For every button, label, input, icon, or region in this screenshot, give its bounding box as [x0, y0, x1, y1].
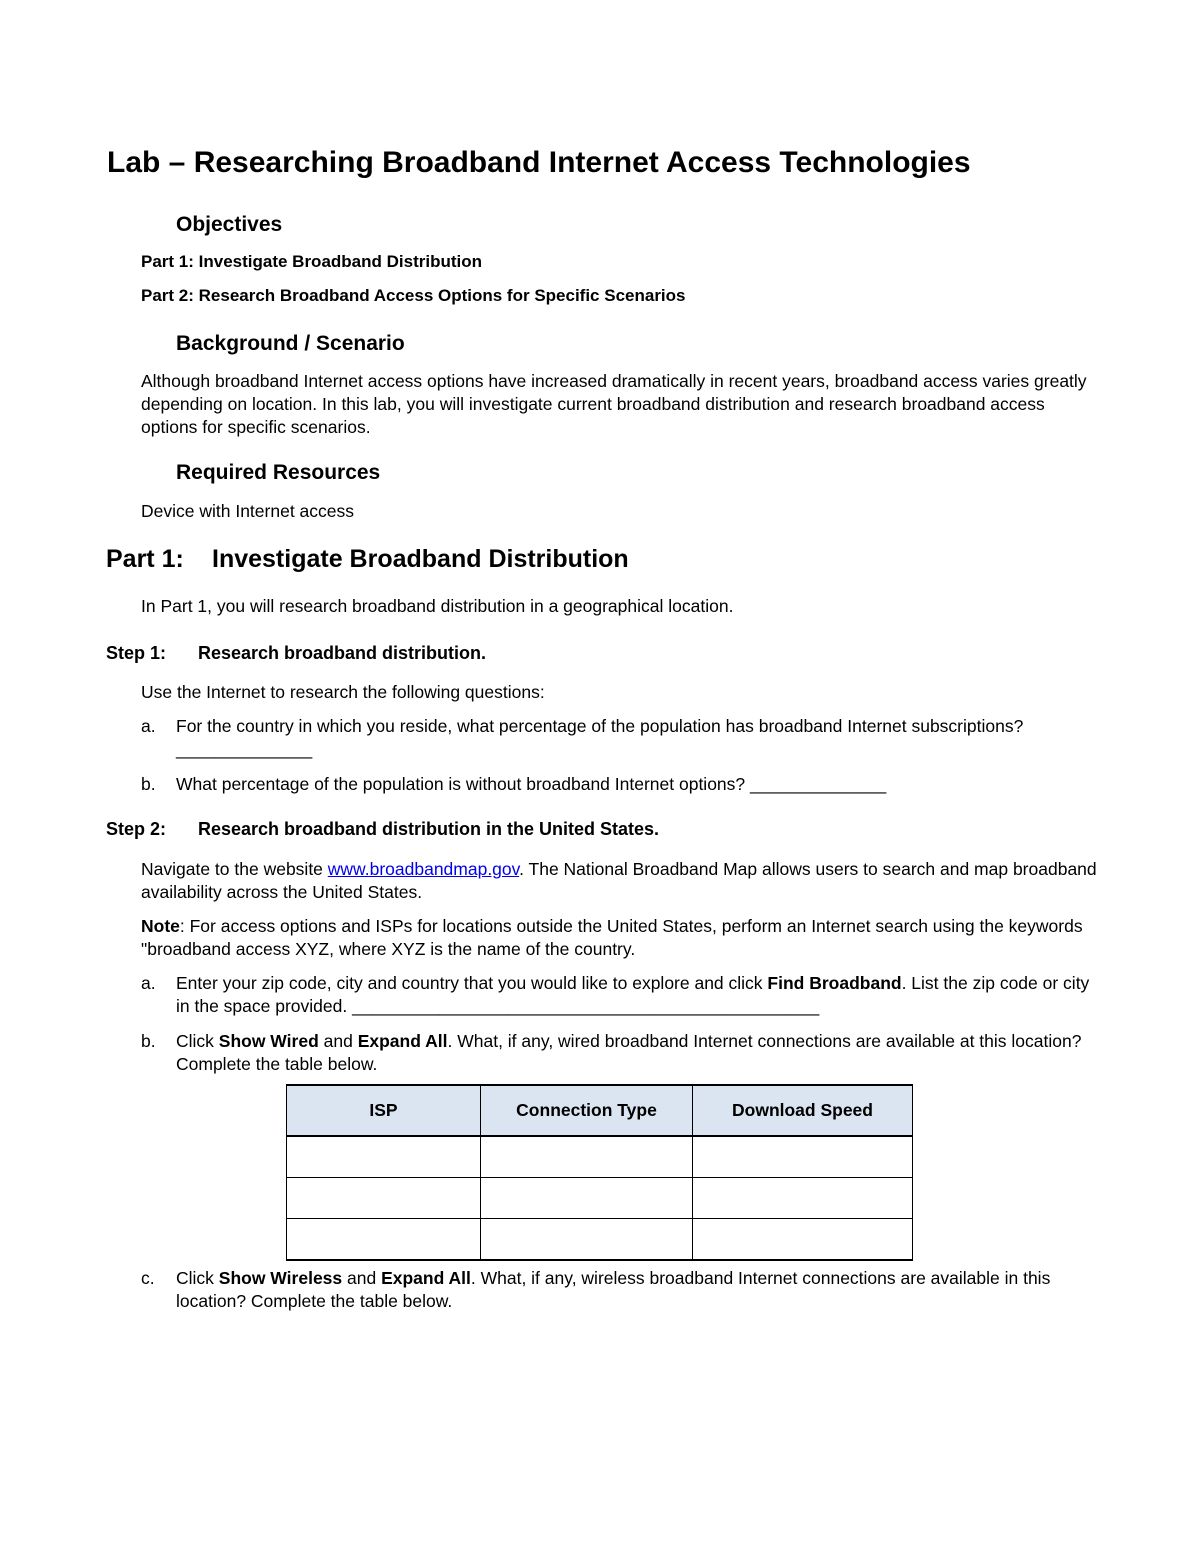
objective-part2: Part 2: Research Broadband Access Options for Specific Scenarios — [141, 286, 686, 305]
background-heading: Background / Scenario — [176, 332, 405, 355]
list-marker: c. — [141, 1268, 155, 1288]
list-marker: b. — [141, 1031, 156, 1051]
step2-item-b — [141, 1030, 1101, 1076]
step2-note — [141, 915, 1101, 961]
step1-label: Step 1: — [106, 643, 167, 663]
objectives-heading: Objectives — [176, 213, 283, 236]
header-isp: ISP — [287, 1085, 481, 1136]
table-cell[interactable] — [287, 1178, 481, 1219]
part1-intro: In Part 1, you will research broadband distribution in a geographical location. — [141, 596, 734, 616]
table-cell[interactable] — [287, 1219, 481, 1261]
question-text: For the country in which you reside, what percentage of the population has broadband Internet subscriptions? ______________ — [176, 716, 1024, 759]
step2-navigate-text — [141, 858, 1101, 904]
note-text: : For access options and ISPs for locations outside the United States, perform an Internet search using the keywords "broadband access XYZ, where XYZ is the name of the country. — [141, 916, 1083, 959]
table-row — [287, 1136, 913, 1178]
table-cell[interactable] — [481, 1178, 693, 1219]
resources-heading: Required Resources — [176, 461, 381, 484]
header-download-speed: Download Speed — [693, 1085, 913, 1136]
list-marker: b. — [141, 774, 156, 794]
item-text: Click Show Wired and Expand All. What, if any, wired broadband Internet connections are available at this location? Complete the table below. — [176, 1031, 1082, 1074]
navigate-suffix: . The National Broadband Map allows users to search and map broadband availability across the United States. — [141, 859, 1097, 902]
table-cell[interactable] — [481, 1219, 693, 1261]
step1-heading — [106, 643, 486, 664]
step1-title: Research broadband distribution. — [198, 643, 487, 663]
table-cell[interactable] — [693, 1219, 913, 1261]
expand-all-label: Expand All — [381, 1268, 471, 1288]
broadbandmap-link[interactable]: www.broadbandmap.gov — [327, 859, 520, 879]
show-wired-label: Show Wired — [218, 1031, 319, 1051]
table-row — [287, 1219, 913, 1261]
show-wireless-label: Show Wireless — [218, 1268, 343, 1288]
item-text: Click Show Wireless and Expand All. What, if any, wireless broadband Internet connections are available in this location? Complete the table below. — [176, 1268, 1051, 1311]
step2-label: Step 2: — [106, 819, 167, 839]
item-text: Enter your zip code, city and country that you would like to explore and click Find Broadband. List the zip code or city in the space provided. ________________________________________________ — [176, 973, 1090, 1016]
table-row — [287, 1178, 913, 1219]
step2-heading — [106, 819, 659, 840]
header-connection-type: Connection Type — [481, 1085, 693, 1136]
step1-intro: Use the Internet to research the following questions: — [141, 682, 545, 702]
table-cell[interactable] — [481, 1136, 693, 1178]
document-title: Lab – Researching Broadband Internet Access Technologies — [107, 146, 971, 179]
note-label: Note — [141, 916, 180, 936]
resources-text: Device with Internet access — [141, 501, 355, 521]
step1-question-b — [141, 773, 1101, 796]
part1-label: Part 1: — [106, 545, 184, 573]
part1-title: Investigate Broadband Distribution — [212, 545, 629, 573]
table-header-row — [287, 1085, 913, 1136]
table-cell[interactable] — [693, 1136, 913, 1178]
wired-connections-table — [286, 1084, 913, 1261]
navigate-prefix: Navigate to the website — [141, 859, 328, 879]
background-text: Although broadband Internet access options have increased dramatically in recent years, broadband access varies greatly depending on location. In this lab, you will investigate current broadband distribution and research broadband access options for specific scenarios. — [141, 371, 1087, 437]
step2-title: Research broadband distribution in the United States. — [198, 819, 660, 839]
list-marker: a. — [141, 716, 156, 736]
table-cell[interactable] — [693, 1178, 913, 1219]
question-text: What percentage of the population is without broadband Internet options? ______________ — [176, 774, 887, 794]
step2-item-a — [141, 972, 1101, 1018]
step2-item-c — [141, 1267, 1101, 1313]
expand-all-label: Expand All — [357, 1031, 448, 1051]
step1-question-a — [141, 715, 1101, 761]
find-broadband-label: Find Broadband — [767, 973, 902, 993]
objective-part1: Part 1: Investigate Broadband Distribution — [141, 252, 482, 271]
table-cell[interactable] — [287, 1136, 481, 1178]
list-marker: a. — [141, 973, 156, 993]
part1-heading — [106, 545, 629, 574]
